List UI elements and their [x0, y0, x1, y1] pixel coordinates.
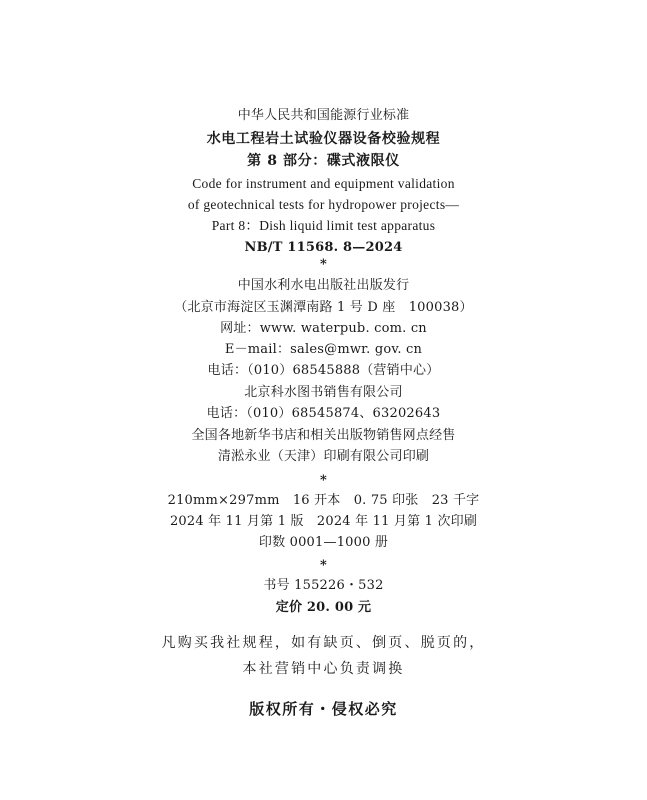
separator-3: *: [320, 558, 327, 573]
standard-category: 中华人民共和国能源行业标准: [237, 108, 410, 123]
notice-line-2: 本社营销中心负责调换: [242, 661, 405, 677]
distributor-name: 北京科水图书销售有限公司: [244, 385, 403, 400]
title-cn-main: 水电工程岩土试验仪器设备校验规程: [206, 131, 441, 147]
notice-line-1: 凡购买我社规程，如有缺页、倒页、脱页的，: [161, 635, 486, 651]
print-run: 印数 0001—1000 册: [258, 535, 389, 550]
publisher-email: E－mail：sales@mwr. gov. cn: [224, 342, 423, 357]
edition-info: 2024 年 11 月第 1 版 2024 年 11 月第 1 次印刷: [169, 514, 478, 529]
publisher-phone: 电话：（010）68545888（营销中心）: [207, 363, 440, 378]
title-en-line-2: of geotechnical tests for hydropower projects—: [187, 197, 460, 212]
sellers: 全国各地新华书店和相关出版物销售网点经售: [191, 428, 456, 443]
book-number: 书号 155226・532: [263, 578, 384, 593]
distributor-phone: 电话：（010）68545874、63202643: [206, 406, 441, 421]
title-cn-part: 第 8 部分：碟式液限仪: [247, 153, 400, 169]
publisher-name: 中国水利水电出版社出版发行: [237, 278, 410, 293]
separator-1: *: [320, 257, 327, 272]
printer: 清淞永业（天津）印刷有限公司印刷: [217, 449, 430, 464]
title-en-line-3: Part 8：Dish liquid limit test apparatus: [211, 218, 436, 233]
price: 定价 20. 00 元: [275, 600, 372, 615]
rights-statement: 版权所有・侵权必究: [249, 700, 398, 718]
publisher-address: （北京市海淀区玉渊潭南路 1 号 D 座 100038）: [174, 300, 473, 315]
publisher-website: 网址：www. waterpub. com. cn: [220, 321, 427, 336]
separator-2: *: [320, 473, 327, 488]
book-format: 210mm×297mm 16 开本 0. 75 印张 23 千字: [167, 493, 480, 508]
standard-code: NB/T 11568. 8—2024: [244, 240, 403, 255]
title-en-line-1: Code for instrument and equipment validation: [192, 176, 455, 191]
